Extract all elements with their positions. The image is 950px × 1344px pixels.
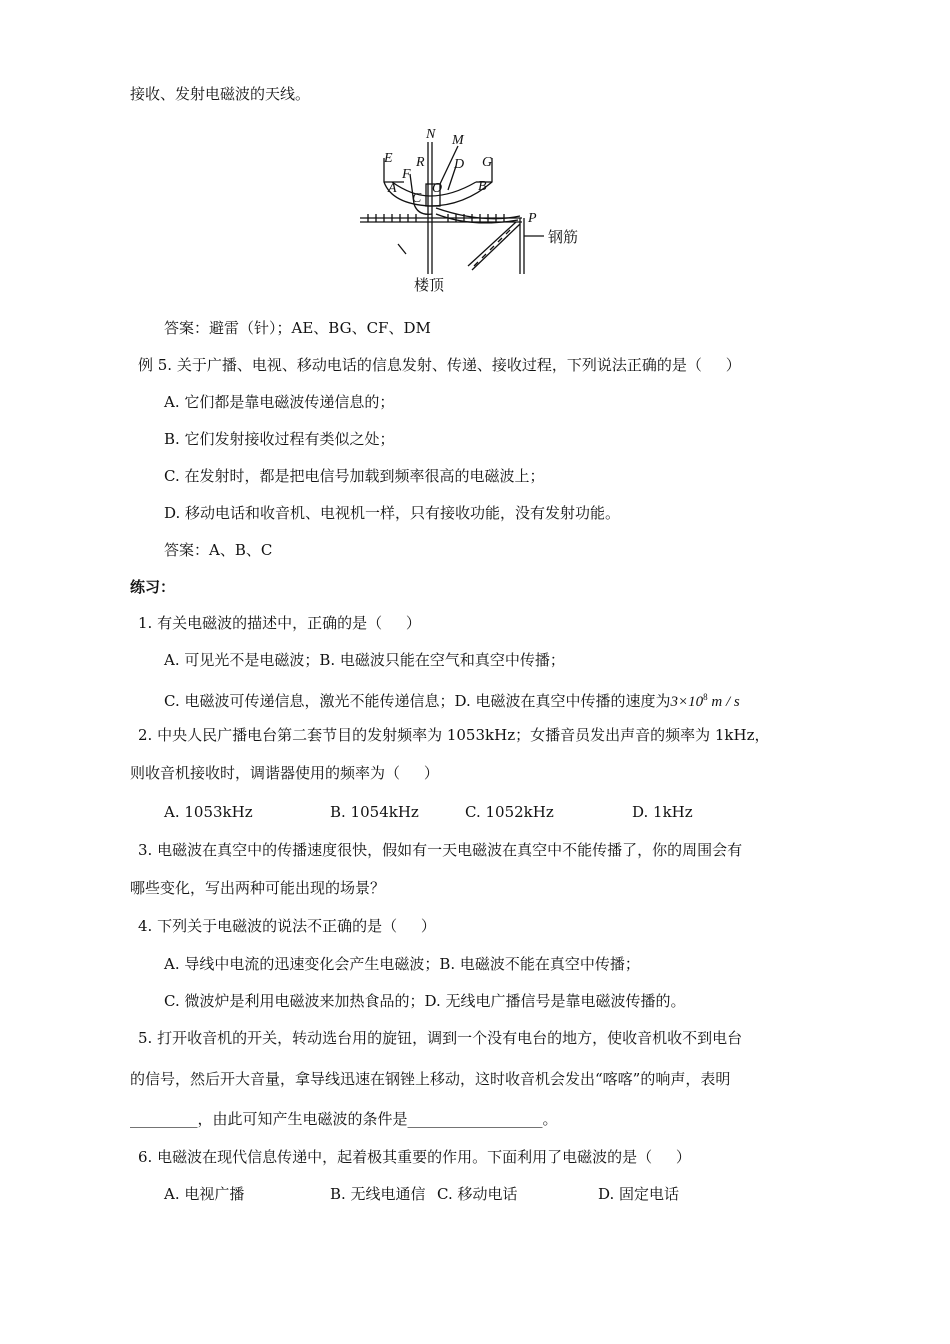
q2-option-b: B. 1054kHz [330,803,419,821]
q6-stem: 6. 电磁波在现代信息传递中，起着极其重要的作用。下面利用了电磁波的是（ ） [138,1148,691,1166]
label-F: F [402,167,411,182]
q2-line2: 则收音机接收时，调谐器使用的频率为（ ） [130,764,439,782]
q1-options-cd-text: C. 电磁波可传递信息，激光不能传递信息；D. 电磁波在真空中传播的速度为 [164,692,671,710]
label-D: D [454,157,465,172]
antenna-diagram [352,124,592,294]
answer-example4: 答案：避雷（针）；AE、BG、CF、DM [164,319,431,337]
example5-question: 例 5. 关于广播、电视、移动电话的信息发射、传递、接收过程，下列说法正确的是（ ） [138,356,741,374]
q6-option-b: B. 无线电通信 [330,1185,426,1203]
q5-line3: _________，由此可知产生电磁波的条件是__________________。 [130,1110,558,1128]
label-B: B [478,179,487,194]
label-O: O [432,181,443,196]
example5-option-d: D. 移动电话和收音机、电视机一样，只有接收功能，没有发射功能。 [164,504,621,522]
example5-option-b: B. 它们发射接收过程有类似之处； [164,430,395,448]
q2-option-c: C. 1052kHz [465,803,554,821]
q2-option-a: A. 1053kHz [164,803,253,821]
example5-answer: 答案：A、B、C [164,541,273,559]
q2-line1: 2. 中央人民广播电台第二套节目的发射频率为 1053kHz；女播音员发出声音的频率为 1kHz， [138,726,770,744]
label-R: R [416,155,425,170]
q4-options-cd: C. 微波炉是利用电磁波来加热食品的；D. 无线电广播信号是靠电磁波传播的。 [164,992,686,1010]
label-P: P [528,211,537,226]
q1-stem: 1. 有关电磁波的描述中，正确的是（ ） [138,614,421,632]
q6-option-a: A. 电视广播 [164,1185,245,1203]
roof-label: 楼顶 [414,276,445,294]
label-N: N [426,127,436,142]
antenna-figure [352,124,592,294]
practice-heading: 练习： [130,578,176,596]
q1-options-cd [164,687,740,712]
label-M: M [452,133,464,148]
q6-option-c: C. 移动电话 [437,1185,518,1203]
q1-options-ab: A. 可见光不是电磁波；B. 电磁波只能在空气和真空中传播； [164,651,565,669]
label-A: A [388,181,397,196]
q5-line2: 的信号，然后开大音量，拿导线迅速在钢锉上移动，这时收音机会发出“喀喀”的响声，表明 [130,1070,731,1088]
example5-option-c: C. 在发射时，都是把电信号加载到频率很高的电磁波上； [164,467,545,485]
intro-text: 接收、发射电磁波的天线。 [130,85,311,103]
example5-option-a: A. 它们都是靠电磁波传递信息的； [164,393,395,411]
label-G: G [482,155,493,170]
rebar-label: 钢筋 [548,228,579,246]
q5-line1: 5. 打开收音机的开关，转动选台用的旋钮，调到一个没有电台的地方，使收音机收不到电台 [138,1029,743,1047]
q4-options-ab: A. 导线中电流的迅速变化会产生电磁波；B. 电磁波不能在真空中传播； [164,955,640,973]
q6-option-d: D. 固定电话 [598,1185,680,1203]
q3-line1: 3. 电磁波在真空中的传播速度很快，假如有一天电磁波在真空中不能传播了，你的周围会有 [138,841,743,859]
q3-line2: 哪些变化，写出两种可能出现的场景？ [130,879,386,897]
q4-stem: 4. 下列关于电磁波的说法不正确的是（ ） [138,917,436,935]
label-C: C [412,191,422,206]
label-E: E [384,151,393,166]
q2-option-d: D. 1kHz [632,803,693,821]
speed-formula: $3\times 10^8$ m / s [670,692,740,710]
